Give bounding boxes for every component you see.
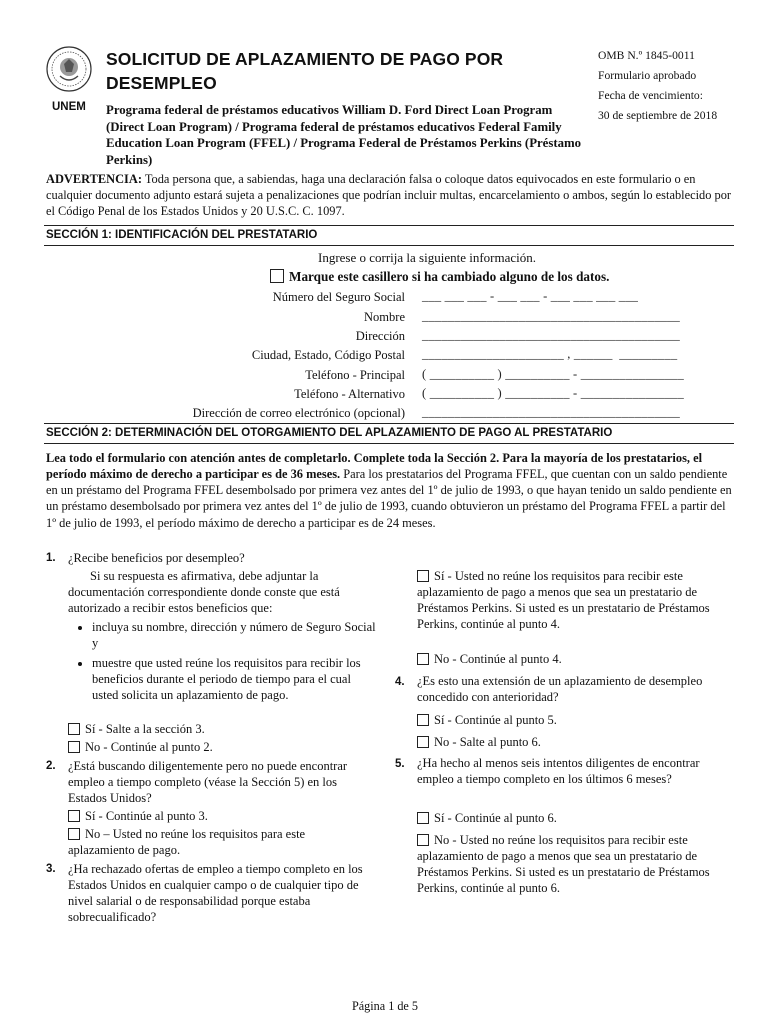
q4-yes-checkbox[interactable] <box>417 714 429 726</box>
q2-no-option[interactable] <box>68 826 358 858</box>
q2-yes-option[interactable] <box>68 808 208 824</box>
address-field[interactable]: ________________________________________ <box>422 328 680 342</box>
q5-text: ¿Ha hecho al menos seis intentos diligentes de encontrar empleo a tiempo completo en los últimos 6 meses? <box>417 756 700 786</box>
q5-no-label: No - Usted no reúne los requisitos para recibir este aplazamiento de pago a menos que sea un prestatario de Préstamos Perkins. Si usted es un prestatario de Préstamos Perkins, continúe al punto 6. <box>417 833 710 895</box>
q5-no-checkbox[interactable] <box>417 834 429 846</box>
seal-icon <box>46 46 92 92</box>
q5-no-option[interactable] <box>417 832 717 896</box>
q2-yes-label: Sí - Continúe al punto 3. <box>85 809 208 823</box>
q3-no-label: No - Continúe al punto 4. <box>434 652 562 666</box>
q3-yes-option[interactable] <box>417 568 717 632</box>
program-description: Programa federal de préstamos educativos William D. Ford Direct Loan Program (Direct Loan Program) / Programa federal de préstamos educativos Federal Family Education Loan Program (FFEL) / Programa Federal de Préstamos Perkins (Préstamo Perkins) <box>106 103 582 167</box>
warning-text: Toda persona que, a sabiendas, haga una declaración falsa o coloque datos equivocados en este formulario o en cualquier documento adjunto estará sujeta a penalizaciones que podrían incluir multas, encarcelamiento o ambos, según lo establecido por el Código Penal de los Estados Unidos y 20 U.S.C. C. 1097. <box>46 172 732 219</box>
name-field[interactable]: ________________________________________ <box>422 309 680 323</box>
city-state-zip-label: Ciudad, Estado, Código Postal <box>251 348 405 362</box>
section1-instruction: Ingrese o corrija la siguiente información. <box>318 250 537 265</box>
q1-no-label: No - Continúe al punto 2. <box>85 740 213 754</box>
page-title: SOLICITUD DE APLAZAMIENTO DE PAGO POR DESEMPLEO <box>106 49 504 93</box>
q1-yes-option[interactable] <box>68 721 205 737</box>
section2-intro <box>46 450 736 531</box>
form-status: Formulario aprobado <box>598 69 697 82</box>
address-label: Dirección <box>355 329 405 343</box>
q1-number: 1. <box>46 552 56 564</box>
ssn-label: Número del Seguro Social <box>272 290 405 304</box>
phone-alternate-field[interactable]: ( __________ ) __________ - ________________ <box>422 386 684 400</box>
q2-text: ¿Está buscando diligentemente pero no puede encontrar empleo a tiempo completo (véase la Sección 5) en los Estados Unidos? <box>68 759 348 805</box>
divider <box>44 225 734 226</box>
q1-bullets <box>64 619 376 707</box>
omb-number: OMB N.º 1845-0011 <box>598 49 695 62</box>
q3-yes-checkbox[interactable] <box>417 570 429 582</box>
warning-label: ADVERTENCIA: <box>46 172 142 186</box>
q4-no-option[interactable] <box>417 734 541 750</box>
divider <box>44 443 734 444</box>
name-label: Nombre <box>364 310 405 324</box>
q1-yes-checkbox[interactable] <box>68 723 80 735</box>
q5-yes-label: Sí - Continúe al punto 6. <box>434 811 557 825</box>
q3-yes-label: Sí - Usted no reúne los requisitos para recibir este aplazamiento de pago a menos que sea un prestatario de Préstamos Perkins. Si usted es un prestatario de Préstamos Perkins, continúe al punto 4. <box>417 569 710 631</box>
changed-data-checkbox-row <box>270 269 609 286</box>
q2-no-checkbox[interactable] <box>68 828 80 840</box>
changed-data-label: Marque este casillero si ha cambiado alguno de los datos. <box>289 269 610 284</box>
q1-note: Si su respuesta es afirmativa, debe adjuntar la documentación correspondiente donde conste que está autorizado a recibir estos beneficios que: <box>68 569 340 615</box>
omb-block <box>598 46 717 126</box>
email-field[interactable]: ________________________________________ <box>422 405 680 419</box>
agency-abbreviation: UNEM <box>52 101 86 113</box>
q5-number: 5. <box>395 758 405 770</box>
q1-bullet: • incluya su nombre, dirección y número de Seguro Social y <box>92 619 376 651</box>
q3-text: ¿Ha rechazado ofertas de empleo a tiempo completo en los Estados Unidos en cualquier campo o de cualquier tipo de nivel salarial o de responsabilidad porque estaba sobrecualificado? <box>68 862 363 924</box>
q2-no-label: No – Usted no reúne los requisitos para este aplazamiento de pago. <box>68 827 306 857</box>
q1-no-option[interactable] <box>68 739 213 755</box>
email-label: Dirección de correo electrónico (opcional) <box>192 406 405 420</box>
section2-intro-bold: Lea todo el formulario con atención antes de completarlo. Complete toda la Sección 2. Para la mayoría de los prestatarios, el período máximo de derecho a participar es de 36 meses. <box>46 451 703 482</box>
expiration-date: 30 de septiembre de 2018 <box>598 109 718 122</box>
section2-heading: SECCIÓN 2: DETERMINACIÓN DEL OTORGAMIENTO DEL APLAZAMIENTO DE PAGO AL PRESTATARIO <box>46 427 613 439</box>
q3-number: 3. <box>46 863 56 875</box>
q1-text: ¿Recibe beneficios por desempleo? <box>68 551 245 565</box>
section1-heading: SECCIÓN 1: IDENTIFICACIÓN DEL PRESTATARIO <box>46 229 318 241</box>
divider <box>44 423 734 424</box>
changed-data-checkbox[interactable] <box>270 269 284 283</box>
agency-seal <box>46 46 92 92</box>
q1-bullet: • muestre que usted reúne los requisitos para recibir los beneficios durante el periodo de tiempo para el cual usted solicita un aplazamiento de pago. <box>92 655 376 703</box>
page-number: Página 1 de 5 <box>351 999 418 1013</box>
q4-text: ¿Es esto una extensión de un aplazamiento de desempleo concedido con anterioridad? <box>417 674 703 704</box>
q4-no-label: No - Salte al punto 6. <box>434 735 541 749</box>
divider <box>44 245 734 246</box>
warning-notice <box>46 171 736 219</box>
section2-intro-text: Para los prestatarios del Programa FFEL, que cuentan con un saldo pendiente en un préstamo del Programa FFEL desembolsado por primera vez antes del 1º de julio de 1993, o que hayan tenido un saldo pendiente en un préstamo desembolsado por primera vez antes del 1º de julio de 1993, cuando obtuvieron un préstamo del Programa FFEL a partir del 1º de julio de 1993, el período máximo de derecho a participar es de 24 meses. <box>46 467 732 530</box>
q5-yes-checkbox[interactable] <box>417 812 429 824</box>
expiration-label: Fecha de vencimiento: <box>598 89 703 102</box>
phone-alternate-label: Teléfono - Alternativo <box>294 387 405 401</box>
q3-no-checkbox[interactable] <box>417 653 429 665</box>
q4-yes-option[interactable] <box>417 712 557 728</box>
city-state-zip-field[interactable]: ______________________ , ______ _________ <box>422 347 678 361</box>
q5-yes-option[interactable] <box>417 810 557 826</box>
q4-number: 4. <box>395 676 405 688</box>
q3-no-option[interactable] <box>417 651 562 667</box>
q1-no-checkbox[interactable] <box>68 741 80 753</box>
q1-yes-label: Sí - Salte a la sección 3. <box>85 722 205 736</box>
phone-primary-label: Teléfono - Principal <box>305 368 405 382</box>
q2-number: 2. <box>46 760 56 772</box>
phone-primary-field[interactable]: ( __________ ) __________ - ________________ <box>422 367 684 381</box>
q4-yes-label: Sí - Continúe al punto 5. <box>434 713 557 727</box>
q4-no-checkbox[interactable] <box>417 736 429 748</box>
ssn-field[interactable]: ___ ___ ___ - ___ ___ - ___ ___ ___ ___ <box>422 289 639 303</box>
q2-yes-checkbox[interactable] <box>68 810 80 822</box>
